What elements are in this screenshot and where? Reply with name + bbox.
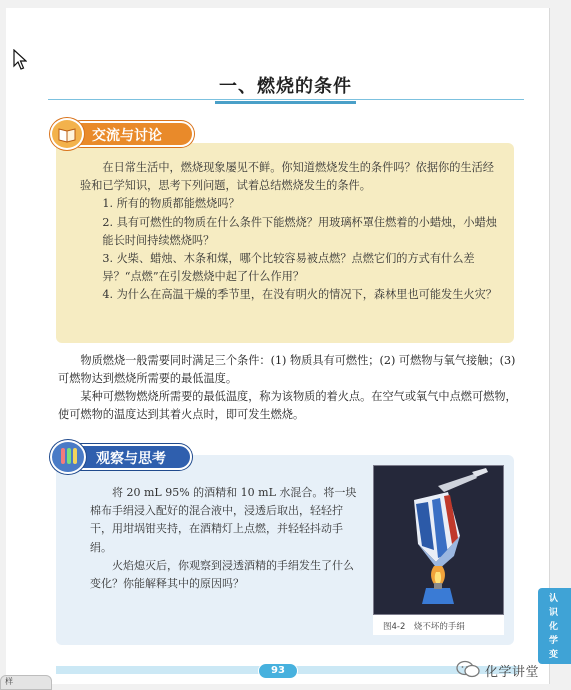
discussion-question-1: 1. 所有的物质都能燃烧吗？ — [102, 197, 240, 211]
discussion-content — [80, 159, 500, 305]
side-tab-char-3: 化 — [549, 622, 559, 632]
observe-content — [90, 484, 362, 593]
section-title: 一、燃烧的条件 — [215, 72, 356, 104]
chapter-side-tab — [538, 588, 571, 664]
test-tubes-icon — [50, 440, 86, 474]
observe-label: 观察与思考 — [96, 451, 166, 467]
observe-banner — [50, 440, 200, 474]
corner-tab-label: 样 — [5, 677, 13, 686]
side-tab-char-1: 认 — [549, 594, 559, 604]
wechat-icon — [455, 660, 481, 678]
wechat-watermark — [455, 658, 567, 680]
discussion-question-3: 3. 火柴、蜡烛、木条和煤，哪个比较容易被点燃？点燃它们的方式有什么差异？“点燃”在引发燃烧中起了什么作用？ — [102, 252, 475, 284]
main-paragraph-1: 物质燃烧一般需要同时满足三个条件：(1) 物质具有可燃性；(2) 可燃物与氧气接触；(3) 可燃物达到燃烧所需要的最低温度。 — [58, 354, 516, 385]
side-tab-char-5: 变 — [549, 650, 559, 660]
burning-handkerchief-photo — [373, 465, 504, 615]
figure-caption: 图4-2 烧不坏的手绢 — [373, 615, 504, 635]
discussion-intro: 在日常生活中，燃烧现象屡见不鲜。你知道燃烧发生的条件吗？依据你的生活经验和已学知识，思考下列问题，试着总结燃烧发生的条件。 — [80, 161, 494, 193]
observe-paragraph-1: 将 20 mL 95% 的酒精和 10 mL 水混合。将一块棉布手绢浸入配好的混合液中，浸透后取出，轻轻拧干，用坩埚钳夹持，在酒精灯上点燃，并轻轻抖动手绢。 — [90, 486, 357, 554]
discussion-label: 交流与讨论 — [92, 128, 162, 144]
discussion-question-2: 2. 具有可燃性的物质在什么条件下能燃烧？用玻璃杯罩住燃着的小蜡烛，小蜡烛能长时间持续燃烧吗？ — [102, 215, 497, 247]
side-tab-char-4: 学 — [549, 636, 559, 646]
main-paragraph-2: 某种可燃物燃烧所需要的最低温度，称为该物质的着火点。在空气或氧气中点燃可燃物，使可燃物的温度达到其着火点时，即可发生燃烧。 — [58, 390, 517, 421]
observe-paragraph-2: 火焰熄灭后，你观察到浸透酒精的手绢发生了什么变化？你能解释其中的原因吗？ — [90, 558, 354, 591]
page-number: 93 — [258, 663, 298, 679]
main-text — [58, 352, 520, 424]
side-tab-char-2: 识 — [549, 608, 559, 618]
discussion-question-4: 4. 为什么在高温干燥的季节里，在没有明火的情况下，森林里也可能发生火灾？ — [102, 288, 497, 302]
bottom-corner-tab[interactable] — [0, 675, 52, 690]
watermark-text: 化学讲堂 — [485, 665, 540, 680]
mouse-cursor-icon — [13, 49, 27, 71]
title-rule — [48, 99, 524, 100]
discussion-book-icon — [50, 118, 84, 150]
discussion-banner — [50, 118, 200, 150]
